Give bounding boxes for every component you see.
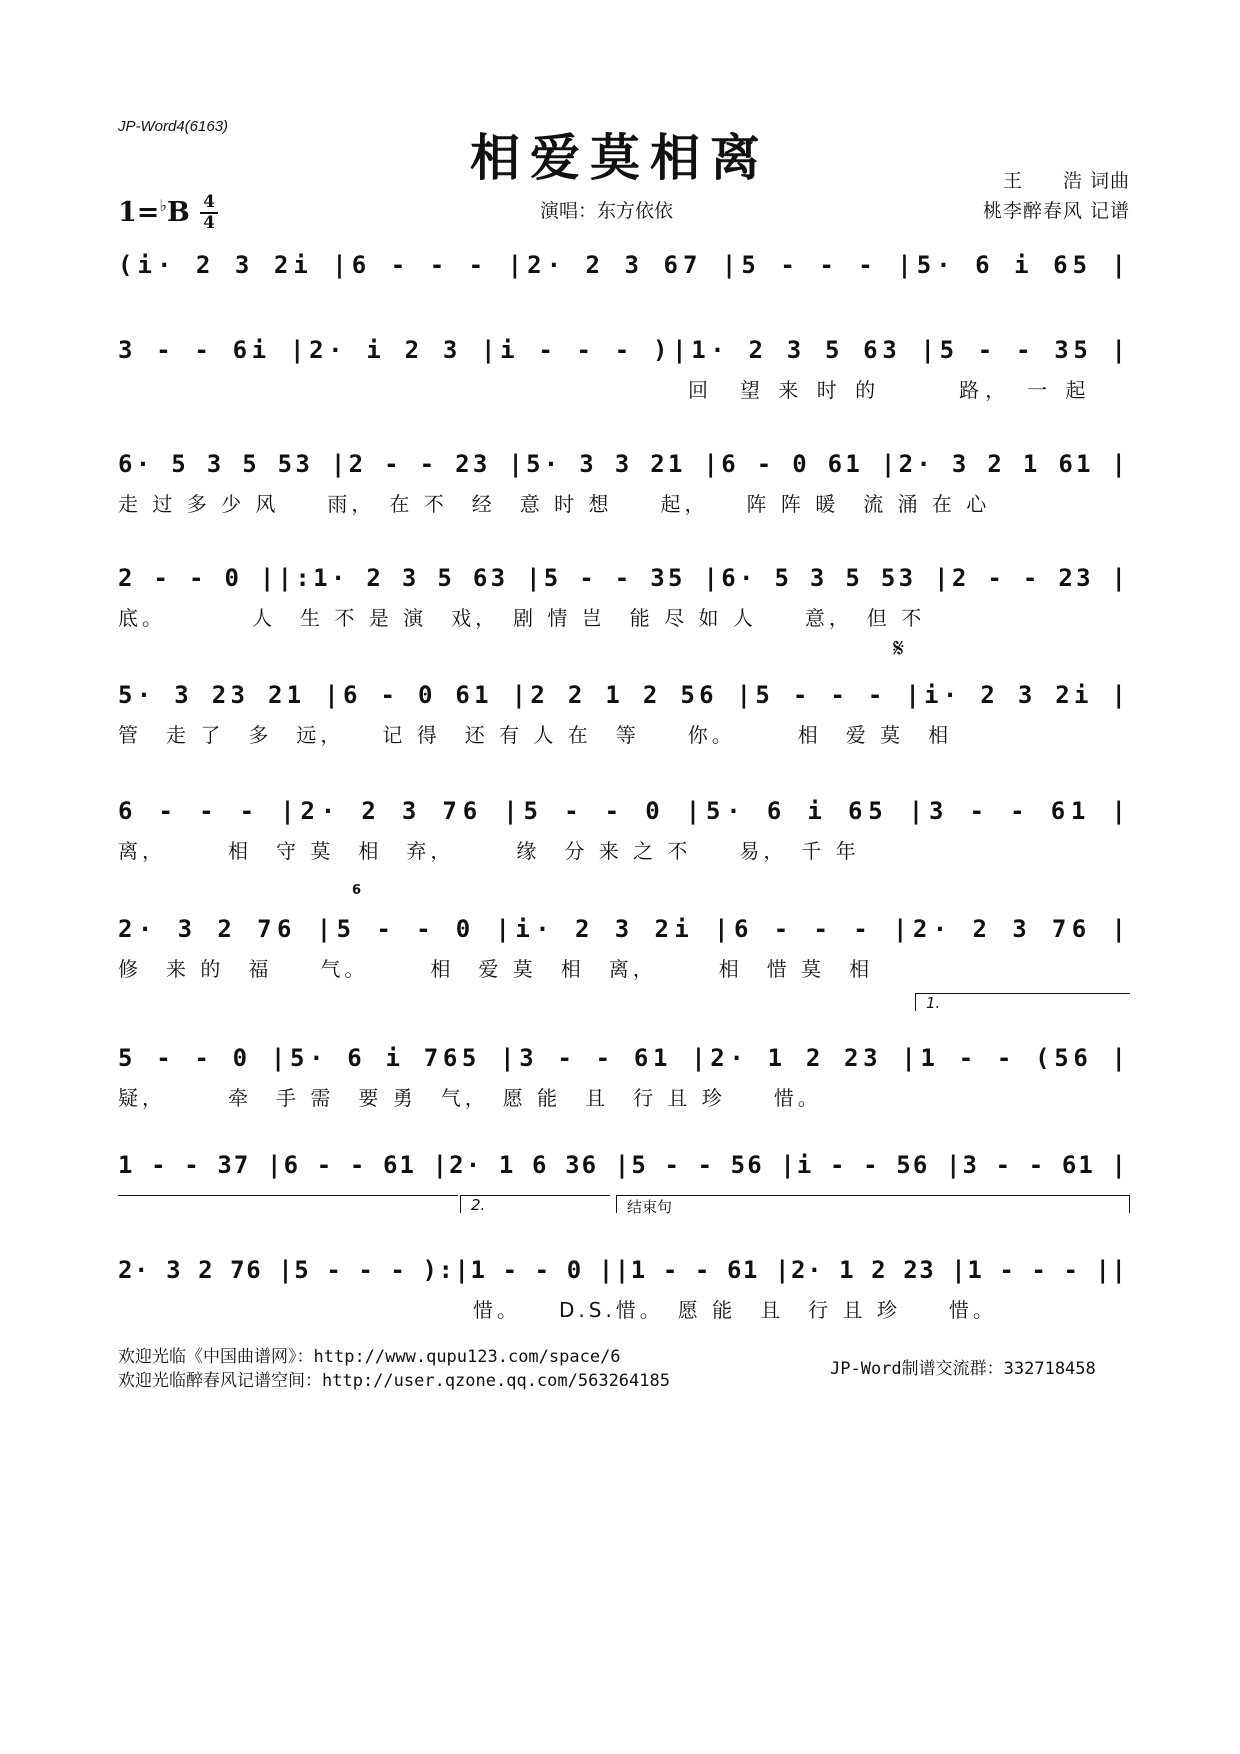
lyrics-text: 疑， 牵 手 需 要 勇 气， 愿 能 且 行 且 珍 惜。 xyxy=(118,1086,822,1110)
volta-1: 1. xyxy=(915,993,1130,1011)
lyrics-line xyxy=(118,1294,1130,1322)
software-tag: JP-Word4(6163) xyxy=(118,118,229,135)
notation-line xyxy=(118,1147,1130,1181)
notation-line xyxy=(118,1252,1130,1286)
time-bottom: 4 xyxy=(203,213,215,233)
notation-text: 6 - - - |2· 2 3 76 |5 - - 0 |5· 6 i 65 |3 - - 61 | xyxy=(118,797,1127,825)
lyrics-line xyxy=(118,602,1130,630)
lyrics-line xyxy=(118,1082,1130,1110)
score-row xyxy=(118,332,1130,366)
notation-line xyxy=(118,332,1130,366)
score-row xyxy=(118,677,1130,711)
notation-text: 3 - - 6i |2· i 2 3 |i - - - )|1· 2 3 5 63 |5 - - 35 | xyxy=(118,336,1127,364)
notation-line xyxy=(118,446,1130,480)
key-prefix: 1= xyxy=(118,197,160,228)
notation-line xyxy=(118,793,1130,827)
score-row xyxy=(118,1040,1130,1074)
score-row xyxy=(118,1147,1130,1181)
lyrics-line xyxy=(118,374,1130,402)
volta-2: 2. xyxy=(460,1195,610,1213)
footer-link-qzone[interactable]: 欢迎光临醉春风记谱空间：http://user.qzone.qq.com/563264185 xyxy=(118,1371,670,1391)
grace-note: 6 xyxy=(352,883,362,898)
footer-link-qupu[interactable]: 欢迎光临《中国曲谱网》：http://www.qupu123.com/space/6 xyxy=(118,1347,621,1367)
lyrics-text: 走 过 多 少 风 雨， 在 不 经 意 时 想 起， 阵 阵 暖 流 涌 在 心 xyxy=(118,492,991,516)
score-row xyxy=(118,247,1130,281)
flat-sign: ♭ xyxy=(159,196,167,215)
lyrics-line xyxy=(118,488,1130,516)
lyrics-text: 管 走 了 多 远， 记 得 还 有 人 在 等 你。 相 爱 莫 相 xyxy=(118,723,953,747)
lyrics-text: 修 来 的 福 气。 相 爱 莫 相 离， 相 惜 莫 相 xyxy=(118,957,874,981)
score-row xyxy=(118,793,1130,827)
notation-text: 2· 3 2 76 |5 - - 0 |i· 2 3 2i |6 - - - |2· 2 3 76 | xyxy=(118,915,1127,943)
lyrics-line xyxy=(118,953,1130,981)
lyrics-text: 回 望 来 时 的 路， 一 起 xyxy=(688,378,1092,402)
song-title: 相爱莫相离 xyxy=(470,128,770,187)
lyrics-text: 离， 相 守 莫 相 弃， 缘 分 来 之 不 易， 千 年 xyxy=(118,839,860,863)
notation-line xyxy=(118,247,1130,281)
notation-text: 6· 5 3 5 53 |2 - - 23 |5· 3 3 21 |6 - 0 61 |2· 3 2 1 61 | xyxy=(118,450,1126,478)
lyrics-text: 惜。 D.S.惜。 愿 能 且 行 且 珍 惜。 xyxy=(473,1298,997,1322)
notation-line xyxy=(118,911,1130,945)
notation-line xyxy=(118,560,1130,594)
notation-text: 1 - - 37 |6 - - 61 |2· 1 6 36 |5 - - 56 |i - - 56 |3 - - 61 | xyxy=(118,1151,1126,1179)
transcriber-credit: 桃李醉春风 记谱 xyxy=(982,200,1130,222)
footer-group-info: JP-Word制谱交流群：332718458 xyxy=(830,1359,1096,1379)
key-signature xyxy=(118,196,190,228)
notation-text: 5· 3 23 21 |6 - 0 61 |2 2 1 2 56 |5 - - - |i· 2 3 2i | xyxy=(118,681,1127,709)
time-top: 4 xyxy=(203,192,215,212)
key-note: B xyxy=(166,197,190,228)
lyrics-line xyxy=(118,835,1130,863)
score-row xyxy=(118,560,1130,594)
ending-label: 结束句 xyxy=(616,1195,1130,1213)
lyrics-text: 底。 人 生 不 是 演 戏， 剧 情 岂 能 尽 如 人 意， 但 不 xyxy=(118,606,926,630)
segno-sign: 𝄋 xyxy=(893,634,905,664)
notation-text: (i· 2 3 2i |6 - - - |2· 2 3 67 |5 - - - |5· 6 i 65 | xyxy=(118,251,1126,279)
score-row xyxy=(118,1252,1130,1286)
notation-line xyxy=(118,1040,1130,1074)
lyrics-line xyxy=(118,719,1130,747)
score-row xyxy=(118,446,1130,480)
lyricist-credit: 王 浩 词曲 xyxy=(1002,170,1130,192)
repeat-top-line xyxy=(118,1195,458,1196)
notation-text: 2· 3 2 76 |5 - - - ):|1 - - 0 ||1 - - 61 |2· 1 2 23 |1 - - - || xyxy=(118,1256,1126,1284)
score-row xyxy=(118,911,1130,945)
time-signature xyxy=(200,194,218,232)
singer-credit: 演唱：东方依依 xyxy=(540,200,674,222)
notation-line xyxy=(118,677,1130,711)
notation-text: 5 - - 0 |5· 6 i 765 |3 - - 61 |2· 1 2 23 |1 - - (56 | xyxy=(118,1044,1127,1072)
notation-text: 2 - - 0 ||:1· 2 3 5 63 |5 - - 35 |6· 5 3 5 53 |2 - - 23 | xyxy=(118,564,1126,592)
